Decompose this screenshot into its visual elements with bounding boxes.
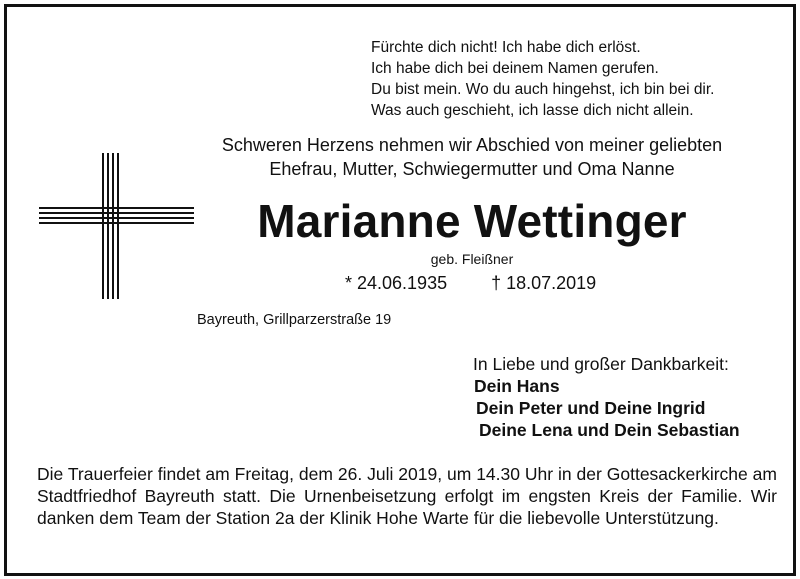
obituary-card	[4, 4, 796, 576]
death-date: † 18.07.2019	[491, 273, 597, 293]
deceased-name: Marianne Wettinger	[257, 195, 687, 247]
poem	[371, 37, 715, 121]
family-member: Dein Hans	[474, 376, 560, 396]
ceremony-notice: Die Trauerfeier findet am Freitag, dem 26. Juli 2019, um 14.30 Uhr in der Gottesackerkirche am Stadtfriedhof Bayreuth statt. Die Urnenbeisetzung erfolgt im engsten Kreis der Familie. Wir danken dem Team der Station 2a der Klinik Hohe Warte für die liebevolle Unterstützung.	[37, 464, 777, 528]
family-member: Deine Lena und Dein Sebastian	[479, 420, 740, 440]
poem-line: Ich habe dich bei deinem Namen gerufen.	[371, 60, 659, 77]
poem-line: Du bist mein. Wo du auch hingehst, ich bin bei dir.	[371, 81, 715, 98]
birth-date: * 24.06.1935	[345, 273, 448, 293]
birth-name: geb. Fleißner	[430, 251, 514, 267]
intro-line: Ehefrau, Mutter, Schwiegermutter und Oma Nanne	[269, 159, 675, 179]
poem-line: Fürchte dich nicht! Ich habe dich erlöst.	[371, 39, 641, 56]
life-dates	[345, 271, 596, 295]
poem-line: Was auch geschieht, ich lasse dich nicht allein.	[371, 102, 694, 119]
address: Bayreuth, Grillparzerstraße 19	[197, 312, 392, 328]
family-member: Dein Peter und Deine Ingrid	[476, 398, 706, 418]
family-heading: In Liebe und großer Dankbarkeit:	[473, 354, 729, 374]
family-signature	[473, 353, 740, 441]
intro-line: Schweren Herzens nehmen wir Abschied von meiner geliebten	[221, 135, 723, 155]
intro-text	[157, 133, 787, 181]
